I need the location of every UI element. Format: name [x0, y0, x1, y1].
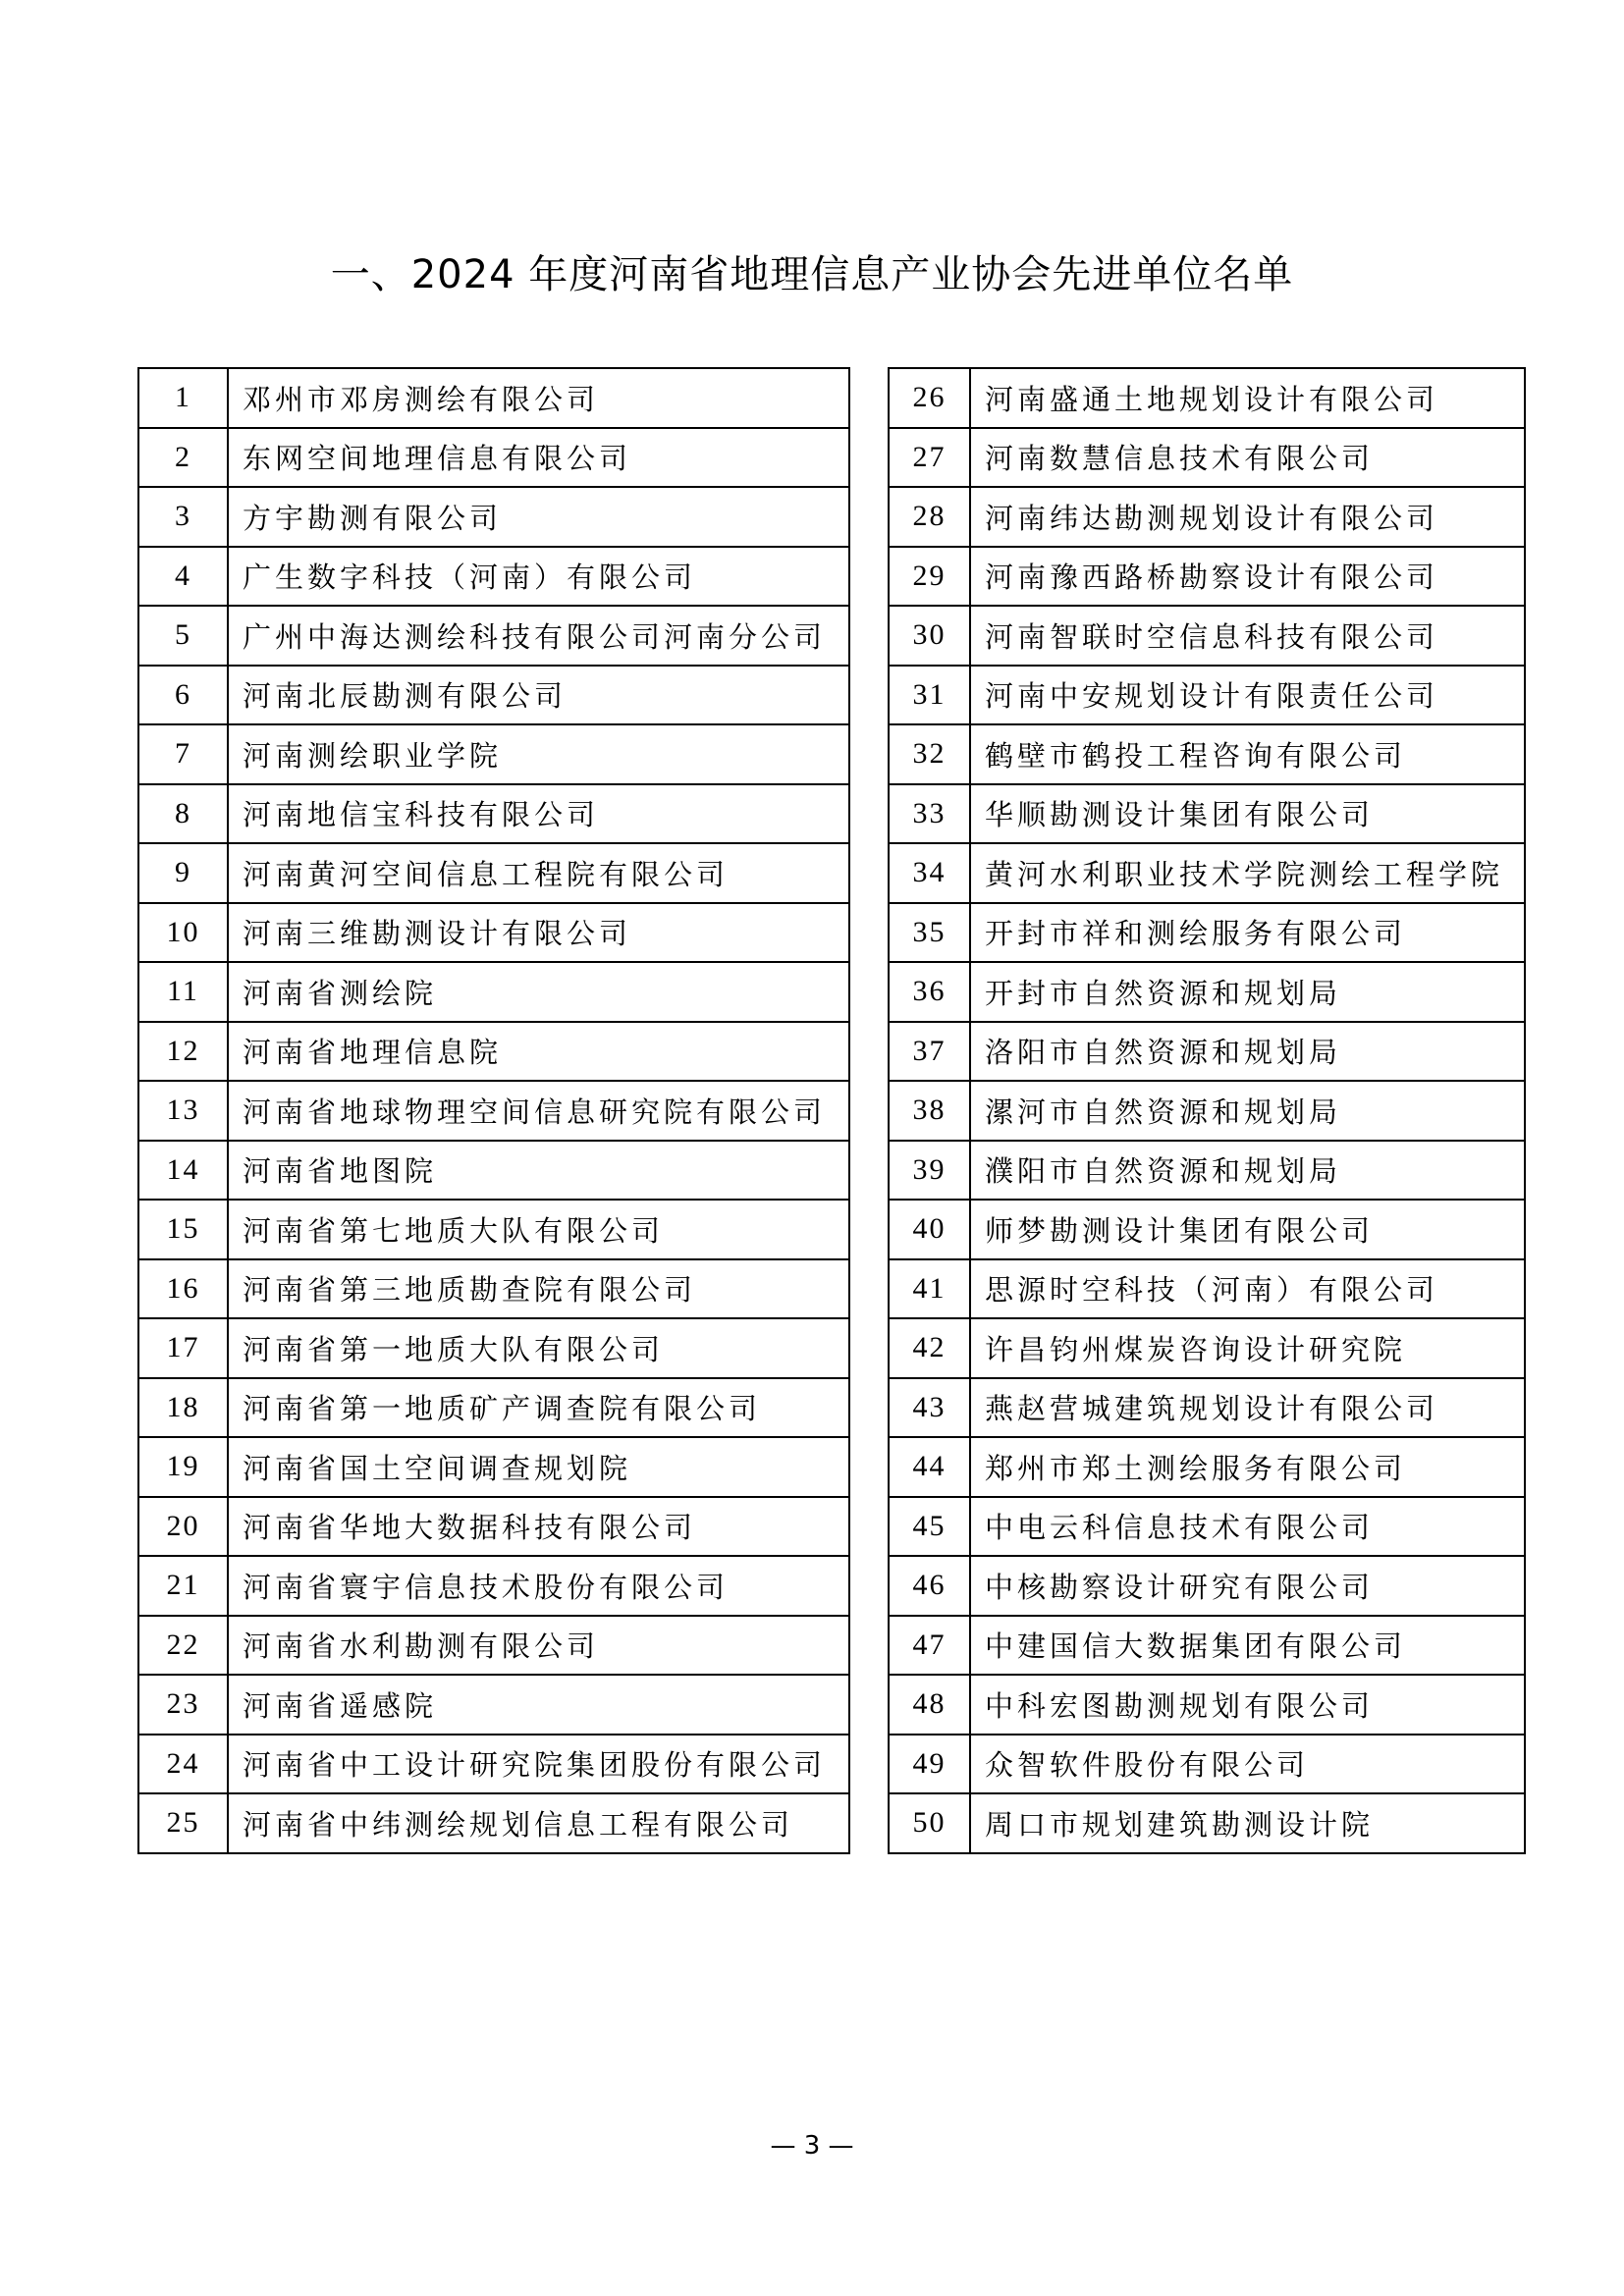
unit-name: 燕赵营城建筑规划设计有限公司: [970, 1378, 1525, 1438]
unit-name: 河南省国土空间调查规划院: [228, 1437, 849, 1497]
table-row: [138, 1735, 849, 1794]
unit-name: 河南省第一地质矿产调查院有限公司: [228, 1378, 849, 1438]
unit-name: 河南北辰勘测有限公司: [228, 666, 849, 725]
unit-name: 河南省第七地质大队有限公司: [228, 1200, 849, 1259]
row-number: 18: [138, 1378, 228, 1438]
row-number: 34: [889, 843, 970, 903]
table-row: [138, 1318, 849, 1378]
page-title: 一、2024 年度河南省地理信息产业协会先进单位名单: [330, 252, 1294, 297]
unit-name: 中科宏图勘测规划有限公司: [970, 1675, 1525, 1735]
unit-name: 华顺勘测设计集团有限公司: [970, 784, 1525, 844]
unit-name: 河南省第三地质勘查院有限公司: [228, 1259, 849, 1319]
unit-name: 开封市自然资源和规划局: [970, 962, 1525, 1022]
table-row: [138, 547, 849, 607]
row-number: 25: [138, 1793, 228, 1853]
row-number: 12: [138, 1022, 228, 1082]
unit-name: 河南地信宝科技有限公司: [228, 784, 849, 844]
row-number: 32: [889, 724, 970, 784]
unit-name: 郑州市郑土测绘服务有限公司: [970, 1437, 1525, 1497]
unit-name: 河南纬达勘测规划设计有限公司: [970, 487, 1525, 547]
row-number: 5: [138, 606, 228, 666]
table-row: [138, 784, 849, 844]
unit-name: 开封市祥和测绘服务有限公司: [970, 903, 1525, 963]
table-row: [889, 903, 1525, 963]
table-row: [138, 1437, 849, 1497]
table-row: [138, 606, 849, 666]
units-table-left: [137, 367, 850, 1854]
row-number: 20: [138, 1497, 228, 1557]
table-row: [138, 1675, 849, 1735]
row-number: 21: [138, 1556, 228, 1616]
unit-name: 中核勘察设计研究有限公司: [970, 1556, 1525, 1616]
unit-name: 河南省第一地质大队有限公司: [228, 1318, 849, 1378]
unit-name: 濮阳市自然资源和规划局: [970, 1141, 1525, 1201]
table-row: [889, 428, 1525, 488]
unit-name: 河南省中工设计研究院集团股份有限公司: [228, 1735, 849, 1794]
table-row: [889, 962, 1525, 1022]
unit-name: 河南省地理信息院: [228, 1022, 849, 1082]
table-row: [889, 1556, 1525, 1616]
unit-name: 河南智联时空信息科技有限公司: [970, 606, 1525, 666]
row-number: 26: [889, 368, 970, 428]
unit-name: 广生数字科技（河南）有限公司: [228, 547, 849, 607]
row-number: 40: [889, 1200, 970, 1259]
table-row: [138, 1497, 849, 1557]
unit-name: 众智软件股份有限公司: [970, 1735, 1525, 1794]
row-number: 9: [138, 843, 228, 903]
table-row: [889, 784, 1525, 844]
page-number: — 3 —: [770, 2131, 854, 2161]
unit-name: 许昌钧州煤炭咨询设计研究院: [970, 1318, 1525, 1378]
table-row: [138, 724, 849, 784]
row-number: 6: [138, 666, 228, 725]
table-row: [138, 962, 849, 1022]
row-number: 1: [138, 368, 228, 428]
unit-name: 河南测绘职业学院: [228, 724, 849, 784]
table-row: [889, 487, 1525, 547]
row-number: 4: [138, 547, 228, 607]
row-number: 42: [889, 1318, 970, 1378]
table-row: [889, 606, 1525, 666]
unit-name: 河南黄河空间信息工程院有限公司: [228, 843, 849, 903]
row-number: 38: [889, 1081, 970, 1141]
unit-name: 漯河市自然资源和规划局: [970, 1081, 1525, 1141]
row-number: 16: [138, 1259, 228, 1319]
table-row: [889, 1735, 1525, 1794]
row-number: 23: [138, 1675, 228, 1735]
unit-name: 邓州市邓房测绘有限公司: [228, 368, 849, 428]
row-number: 36: [889, 962, 970, 1022]
table-row: [138, 428, 849, 488]
unit-name: 河南盛通土地规划设计有限公司: [970, 368, 1525, 428]
table-row: [889, 1081, 1525, 1141]
row-number: 30: [889, 606, 970, 666]
table-row: [889, 1675, 1525, 1735]
unit-name: 师梦勘测设计集团有限公司: [970, 1200, 1525, 1259]
row-number: 44: [889, 1437, 970, 1497]
units-table-left-body: [138, 368, 849, 1853]
row-number: 8: [138, 784, 228, 844]
table-row: [889, 1378, 1525, 1438]
unit-name: 河南省地球物理空间信息研究院有限公司: [228, 1081, 849, 1141]
row-number: 47: [889, 1616, 970, 1676]
row-number: 46: [889, 1556, 970, 1616]
row-number: 13: [138, 1081, 228, 1141]
unit-name: 方宇勘测有限公司: [228, 487, 849, 547]
table-row: [138, 1616, 849, 1676]
table-row: [889, 1022, 1525, 1082]
table-row: [138, 487, 849, 547]
row-number: 28: [889, 487, 970, 547]
unit-name: 河南省华地大数据科技有限公司: [228, 1497, 849, 1557]
table-row: [889, 368, 1525, 428]
unit-name: 河南数慧信息技术有限公司: [970, 428, 1525, 488]
table-row: [138, 843, 849, 903]
table-row: [889, 1200, 1525, 1259]
unit-name: 周口市规划建筑勘测设计院: [970, 1793, 1525, 1853]
table-row: [138, 368, 849, 428]
units-table-right-body: [889, 368, 1525, 1853]
table-row: [889, 1437, 1525, 1497]
unit-name: 河南省地图院: [228, 1141, 849, 1201]
table-row: [138, 666, 849, 725]
table-row: [889, 1497, 1525, 1557]
unit-name: 河南省寰宇信息技术股份有限公司: [228, 1556, 849, 1616]
table-row: [889, 1793, 1525, 1853]
unit-name: 河南省测绘院: [228, 962, 849, 1022]
row-number: 48: [889, 1675, 970, 1735]
table-row: [138, 1022, 849, 1082]
table-row: [889, 1318, 1525, 1378]
row-number: 50: [889, 1793, 970, 1853]
row-number: 11: [138, 962, 228, 1022]
unit-name: 河南中安规划设计有限责任公司: [970, 666, 1525, 725]
row-number: 14: [138, 1141, 228, 1201]
unit-name: 河南省中纬测绘规划信息工程有限公司: [228, 1793, 849, 1853]
units-table-right: [888, 367, 1526, 1854]
unit-name: 鹤壁市鹤投工程咨询有限公司: [970, 724, 1525, 784]
unit-name: 广州中海达测绘科技有限公司河南分公司: [228, 606, 849, 666]
row-number: 45: [889, 1497, 970, 1557]
row-number: 33: [889, 784, 970, 844]
table-row: [138, 1556, 849, 1616]
row-number: 31: [889, 666, 970, 725]
table-row: [138, 1081, 849, 1141]
unit-name: 思源时空科技（河南）有限公司: [970, 1259, 1525, 1319]
table-row: [138, 1259, 849, 1319]
row-number: 39: [889, 1141, 970, 1201]
table-row: [889, 1259, 1525, 1319]
row-number: 3: [138, 487, 228, 547]
unit-name: 黄河水利职业技术学院测绘工程学院: [970, 843, 1525, 903]
table-row: [138, 1200, 849, 1259]
table-row: [889, 547, 1525, 607]
row-number: 43: [889, 1378, 970, 1438]
row-number: 15: [138, 1200, 228, 1259]
row-number: 37: [889, 1022, 970, 1082]
row-number: 49: [889, 1735, 970, 1794]
table-row: [889, 1616, 1525, 1676]
unit-name: 东网空间地理信息有限公司: [228, 428, 849, 488]
unit-name: 洛阳市自然资源和规划局: [970, 1022, 1525, 1082]
unit-name: 中电云科信息技术有限公司: [970, 1497, 1525, 1557]
row-number: 22: [138, 1616, 228, 1676]
unit-name: 河南省水利勘测有限公司: [228, 1616, 849, 1676]
row-number: 10: [138, 903, 228, 963]
unit-name: 河南豫西路桥勘察设计有限公司: [970, 547, 1525, 607]
table-row: [138, 1378, 849, 1438]
table-row: [138, 903, 849, 963]
row-number: 2: [138, 428, 228, 488]
row-number: 29: [889, 547, 970, 607]
row-number: 7: [138, 724, 228, 784]
row-number: 17: [138, 1318, 228, 1378]
table-row: [889, 724, 1525, 784]
row-number: 27: [889, 428, 970, 488]
row-number: 41: [889, 1259, 970, 1319]
table-row: [889, 1141, 1525, 1201]
row-number: 35: [889, 903, 970, 963]
unit-name: 河南省遥感院: [228, 1675, 849, 1735]
row-number: 19: [138, 1437, 228, 1497]
table-row: [889, 666, 1525, 725]
unit-name: 河南三维勘测设计有限公司: [228, 903, 849, 963]
table-row: [889, 843, 1525, 903]
table-row: [138, 1141, 849, 1201]
unit-name: 中建国信大数据集团有限公司: [970, 1616, 1525, 1676]
table-row: [138, 1793, 849, 1853]
row-number: 24: [138, 1735, 228, 1794]
